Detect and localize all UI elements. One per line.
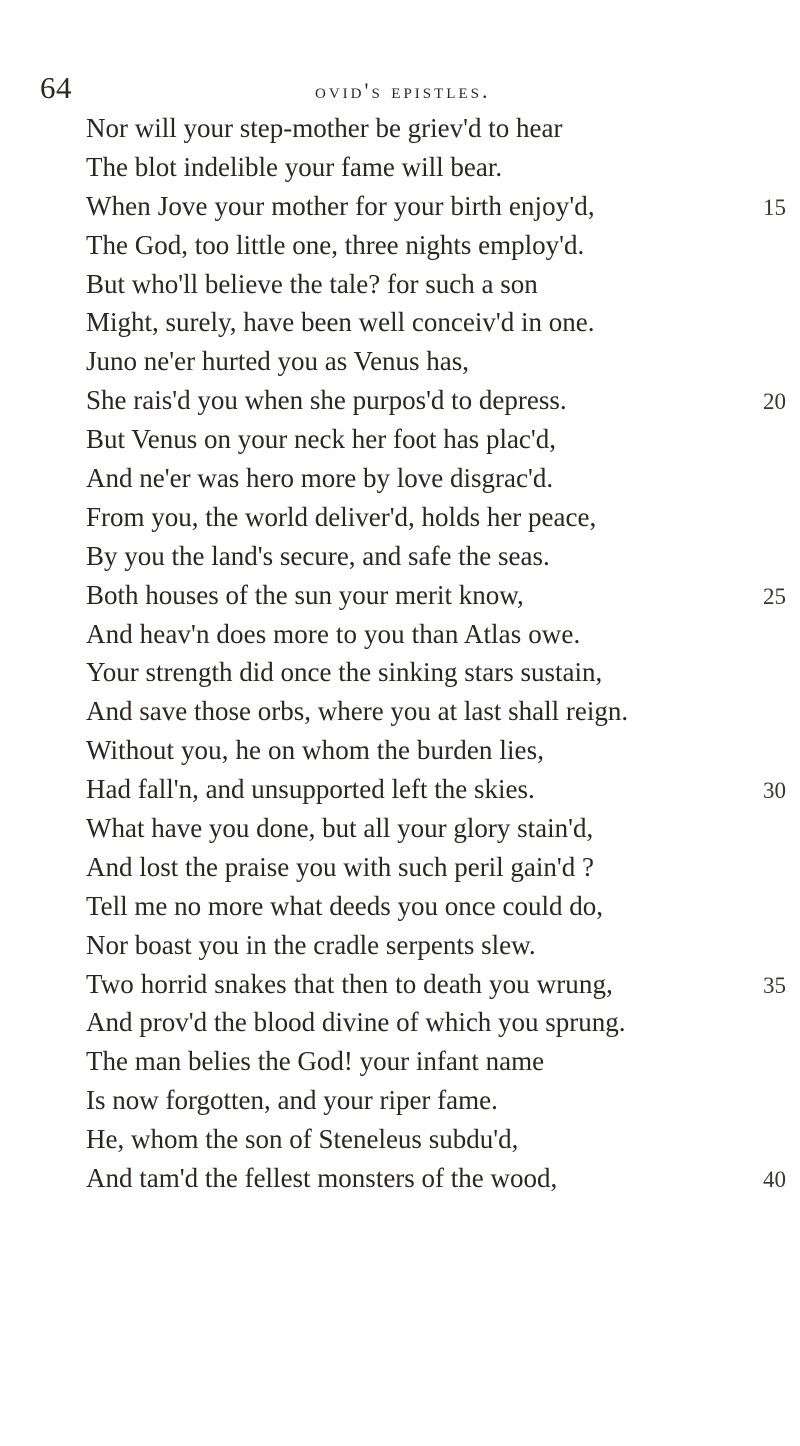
line-number: 40 (763, 1167, 786, 1193)
verse-line-text: By you the land's secure, and safe the seas. (86, 540, 550, 571)
line-number: 35 (763, 972, 786, 998)
verse-line (86, 615, 786, 654)
verse-line-text: The blot indelible your fame will bear. (86, 151, 503, 182)
verse-line (86, 459, 786, 498)
verse-line (86, 1120, 786, 1159)
verse-line (86, 1042, 786, 1081)
verse-line (86, 576, 786, 615)
line-number: 25 (763, 583, 786, 609)
verse-line (86, 1003, 786, 1042)
verse-line-text: And lost the praise you with such peril gain'd ? (86, 851, 595, 882)
verse-line-text: And save those orbs, where you at last shall reign. (86, 696, 629, 727)
line-number: 30 (763, 778, 786, 804)
verse-line (86, 770, 786, 809)
verse-line-text: Two horrid snakes that then to death you wrung, (86, 968, 613, 999)
verse-line (86, 537, 786, 576)
verse-line (86, 1159, 786, 1198)
verse-line (86, 265, 786, 304)
verse-line (86, 498, 786, 537)
verse-line-text: Without you, he on whom the burden lies, (86, 735, 545, 766)
verse-line (86, 148, 786, 187)
verse-line-text: She rais'd you when she purpos'd to depress. (86, 385, 567, 416)
line-number: 15 (763, 194, 786, 220)
verse-line (86, 420, 786, 459)
verse-line-text: Juno ne'er hurted you as Venus has, (86, 346, 470, 377)
verse-line-text: And prov'd the blood divine of which you sprung. (86, 1007, 626, 1038)
verse-line (86, 226, 786, 265)
running-title: ovid's epistles. (315, 78, 491, 103)
verse-line (86, 809, 786, 848)
verse-line (86, 887, 786, 926)
verse-line-text: What have you done, but all your glory stain'd, (86, 813, 594, 844)
verse-line (86, 187, 786, 226)
verse-line (86, 303, 786, 342)
verse-line-text: But Venus on your neck her foot has plac'd, (86, 424, 557, 455)
verse-line-text: The God, too little one, three nights employ'd. (86, 229, 585, 260)
verse-line-text: Your strength did once the sinking stars sustain, (86, 657, 603, 688)
verse-line-text: Is now forgotten, and your riper fame. (86, 1085, 498, 1116)
verse-line (86, 731, 786, 770)
verse-line (86, 109, 786, 148)
verse-line (86, 653, 786, 692)
verse-line-text: Nor will your step-mother be griev'd to hear (86, 113, 563, 143)
verse-line-text: He, whom the son of Steneleus subdu'd, (86, 1124, 519, 1155)
verse-line-text: Tell me no more what deeds you once could do, (86, 890, 603, 921)
poem-text (86, 109, 786, 1198)
verse-line-text: And tam'd the fellest monsters of the wood, (86, 1163, 558, 1194)
verse-line-text: Might, surely, have been well conceiv'd in one. (86, 307, 595, 338)
page-number: 64 (40, 70, 72, 105)
verse-line-text: And heav'n does more to you than Atlas owe. (86, 618, 581, 649)
line-number: 20 (763, 389, 786, 415)
verse-line-text: But who'll believe the tale? for such a son (86, 268, 538, 299)
verse-line-text: Nor boast you in the cradle serpents slew. (86, 929, 536, 960)
verse-line-text: And ne'er was hero more by love disgrac'd. (86, 463, 554, 494)
verse-line (86, 1081, 786, 1120)
verse-line (86, 342, 786, 381)
verse-line-text: The man belies the God! your infant name (86, 1046, 545, 1077)
verse-line (86, 926, 786, 965)
verse-line (86, 848, 786, 887)
verse-line (86, 381, 786, 420)
verse-line (86, 965, 786, 1004)
verse-line-text: When Jove your mother for your birth enjoy'd, (86, 190, 595, 221)
verse-line-text: Both houses of the sun your merit know, (86, 579, 524, 610)
verse-line-text: From you, the world deliver'd, holds her peace, (86, 501, 597, 532)
verse-line-text: Had fall'n, and unsupported left the skies. (86, 774, 535, 805)
verse-line (86, 692, 786, 731)
